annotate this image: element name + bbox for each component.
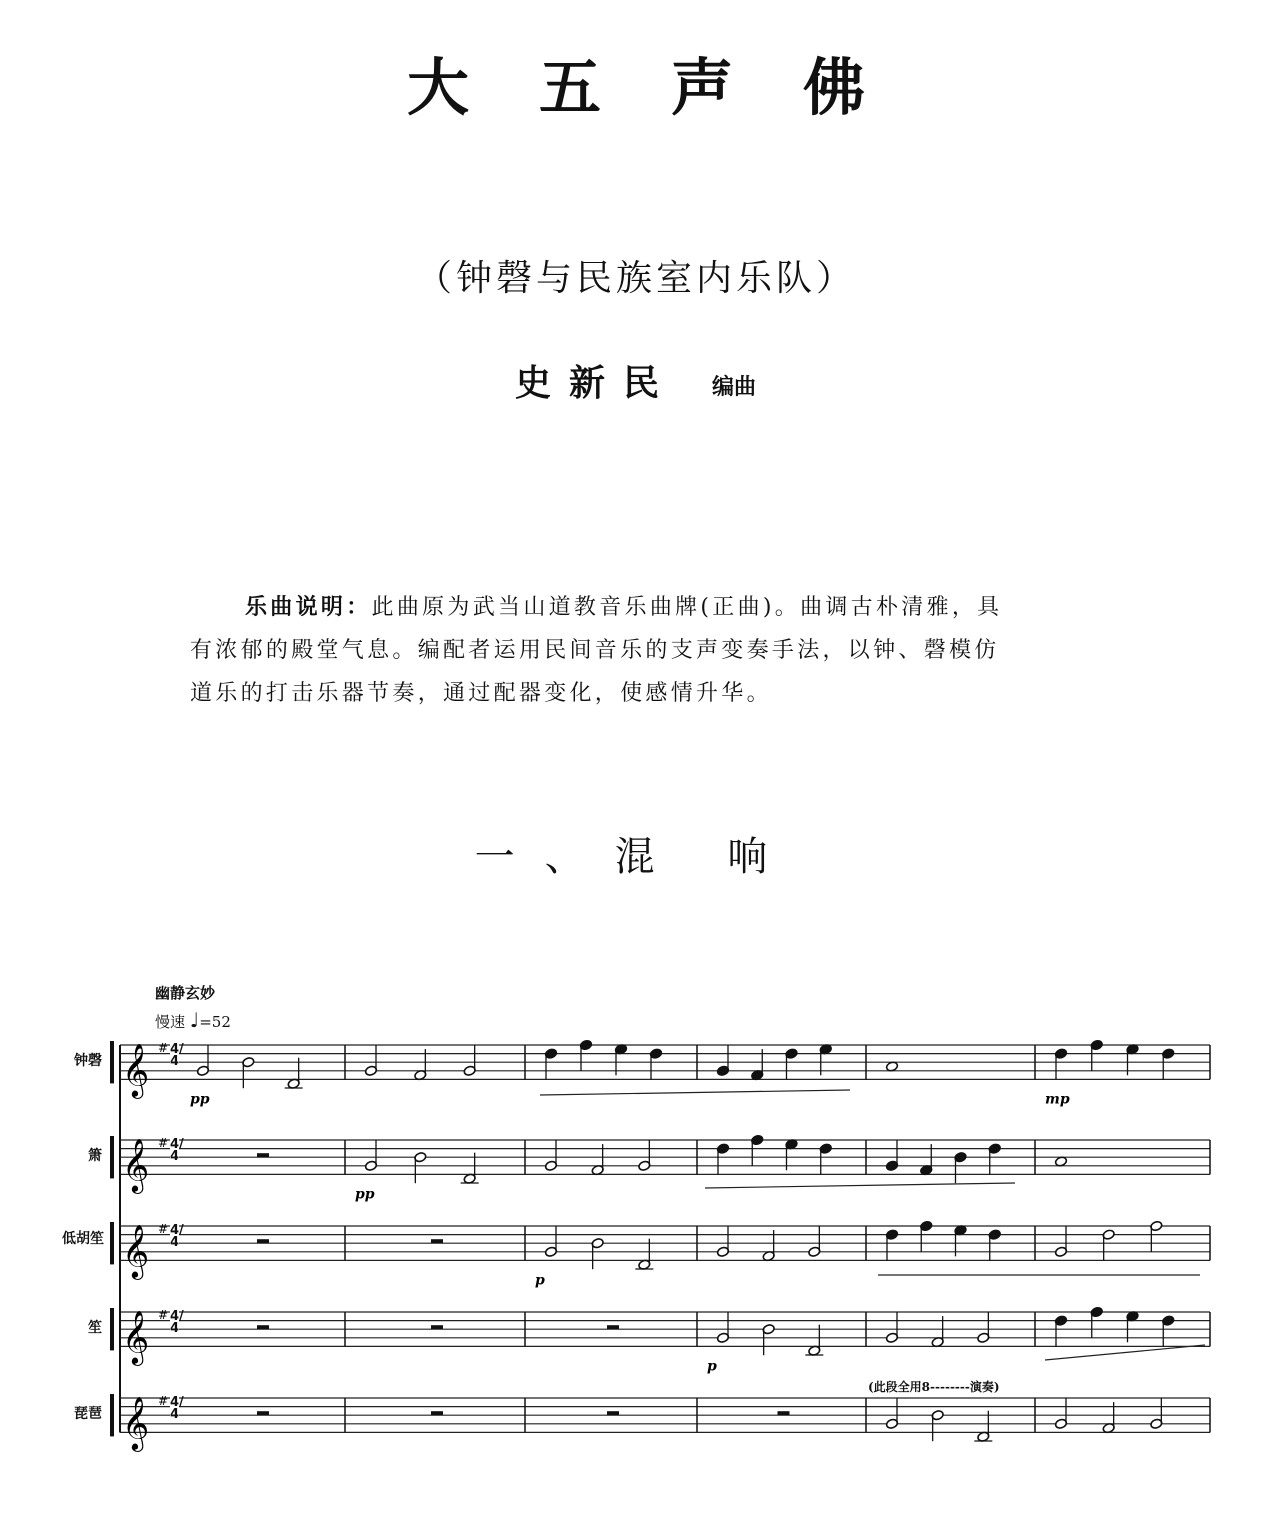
staff-bracket <box>110 1136 114 1178</box>
quarter-note-icon: ♩ <box>189 1008 200 1032</box>
dynamic-marking: pp <box>355 1186 375 1203</box>
dynamic-marking: p <box>707 1358 717 1375</box>
description-line-3: 道乐的打击乐器节奏，通过配器变化，使感情升华。 <box>190 681 772 706</box>
half-rest-icon <box>607 1325 619 1329</box>
description-label: 乐曲说明： <box>245 594 372 620</box>
key-signature-sharp: # <box>158 1308 169 1322</box>
phrase-line <box>1045 1345 1205 1360</box>
time-signature: 4/4 <box>170 1223 184 1250</box>
half-rest-icon <box>257 1325 269 1329</box>
treble-clef-icon: 𝄞 <box>122 1309 150 1364</box>
time-signature: 4/4 <box>170 1395 184 1422</box>
instrument-label: 箫 <box>88 1148 102 1164</box>
performance-note: (此段全用8--------演奏) <box>868 1380 1000 1394</box>
instrument-label: 低胡笙 <box>62 1231 104 1247</box>
treble-clef-icon: 𝄞 <box>122 1223 150 1278</box>
tempo-value: =52 <box>199 1013 231 1031</box>
section-title: 一、混 响 <box>474 834 798 880</box>
half-rest-icon <box>257 1153 269 1157</box>
half-rest-icon <box>257 1239 269 1243</box>
key-signature-sharp: # <box>158 1041 169 1055</box>
half-rest-icon <box>257 1411 269 1415</box>
instrument-label: 琵琶 <box>74 1406 102 1422</box>
staff-bracket <box>110 1222 114 1264</box>
phrase-line <box>705 1183 1015 1188</box>
half-rest-icon <box>778 1411 790 1415</box>
expression-marking: 幽静玄妙 <box>155 984 216 1002</box>
dynamic-marking: mp <box>1045 1091 1070 1108</box>
staff-bracket <box>110 1308 114 1350</box>
half-rest-icon <box>431 1325 443 1329</box>
time-signature: 4/4 <box>170 1309 184 1336</box>
half-rest-icon <box>431 1239 443 1243</box>
instrument-label: 笙 <box>88 1320 102 1336</box>
instrument-label: 钟磬 <box>74 1053 102 1069</box>
tempo-label: 慢速 <box>155 1013 186 1031</box>
description-text-1: 此曲原为武当山道教音乐曲牌(正曲)。曲调古朴清雅，具 <box>371 595 1003 620</box>
key-signature-sharp: # <box>158 1136 169 1150</box>
staff-bracket <box>110 1041 114 1083</box>
page-title: 大五声佛 <box>406 51 935 124</box>
treble-clef-icon: 𝄞 <box>122 1042 150 1097</box>
staff-bracket <box>110 1394 114 1436</box>
time-signature: 4/4 <box>170 1042 184 1069</box>
dynamic-marking: pp <box>190 1091 210 1108</box>
half-rest-icon <box>607 1411 619 1415</box>
dynamic-marking: p <box>535 1272 545 1289</box>
key-signature-sharp: # <box>158 1394 169 1408</box>
description-line-2: 有浓郁的殿堂气息。编配者运用民间音乐的支声变奏手法，以钟、磬模仿 <box>190 638 1000 663</box>
key-signature-sharp: # <box>158 1222 169 1236</box>
half-rest-icon <box>431 1411 443 1415</box>
phrase-line <box>540 1090 850 1095</box>
time-signature: 4/4 <box>170 1137 184 1164</box>
treble-clef-icon: 𝄞 <box>122 1395 150 1450</box>
treble-clef-icon: 𝄞 <box>122 1137 150 1192</box>
subtitle: （钟磬与民族室内乐队） <box>415 258 856 299</box>
author-name: 史新民 <box>515 362 678 404</box>
arranger-label: 编曲 <box>712 374 757 400</box>
